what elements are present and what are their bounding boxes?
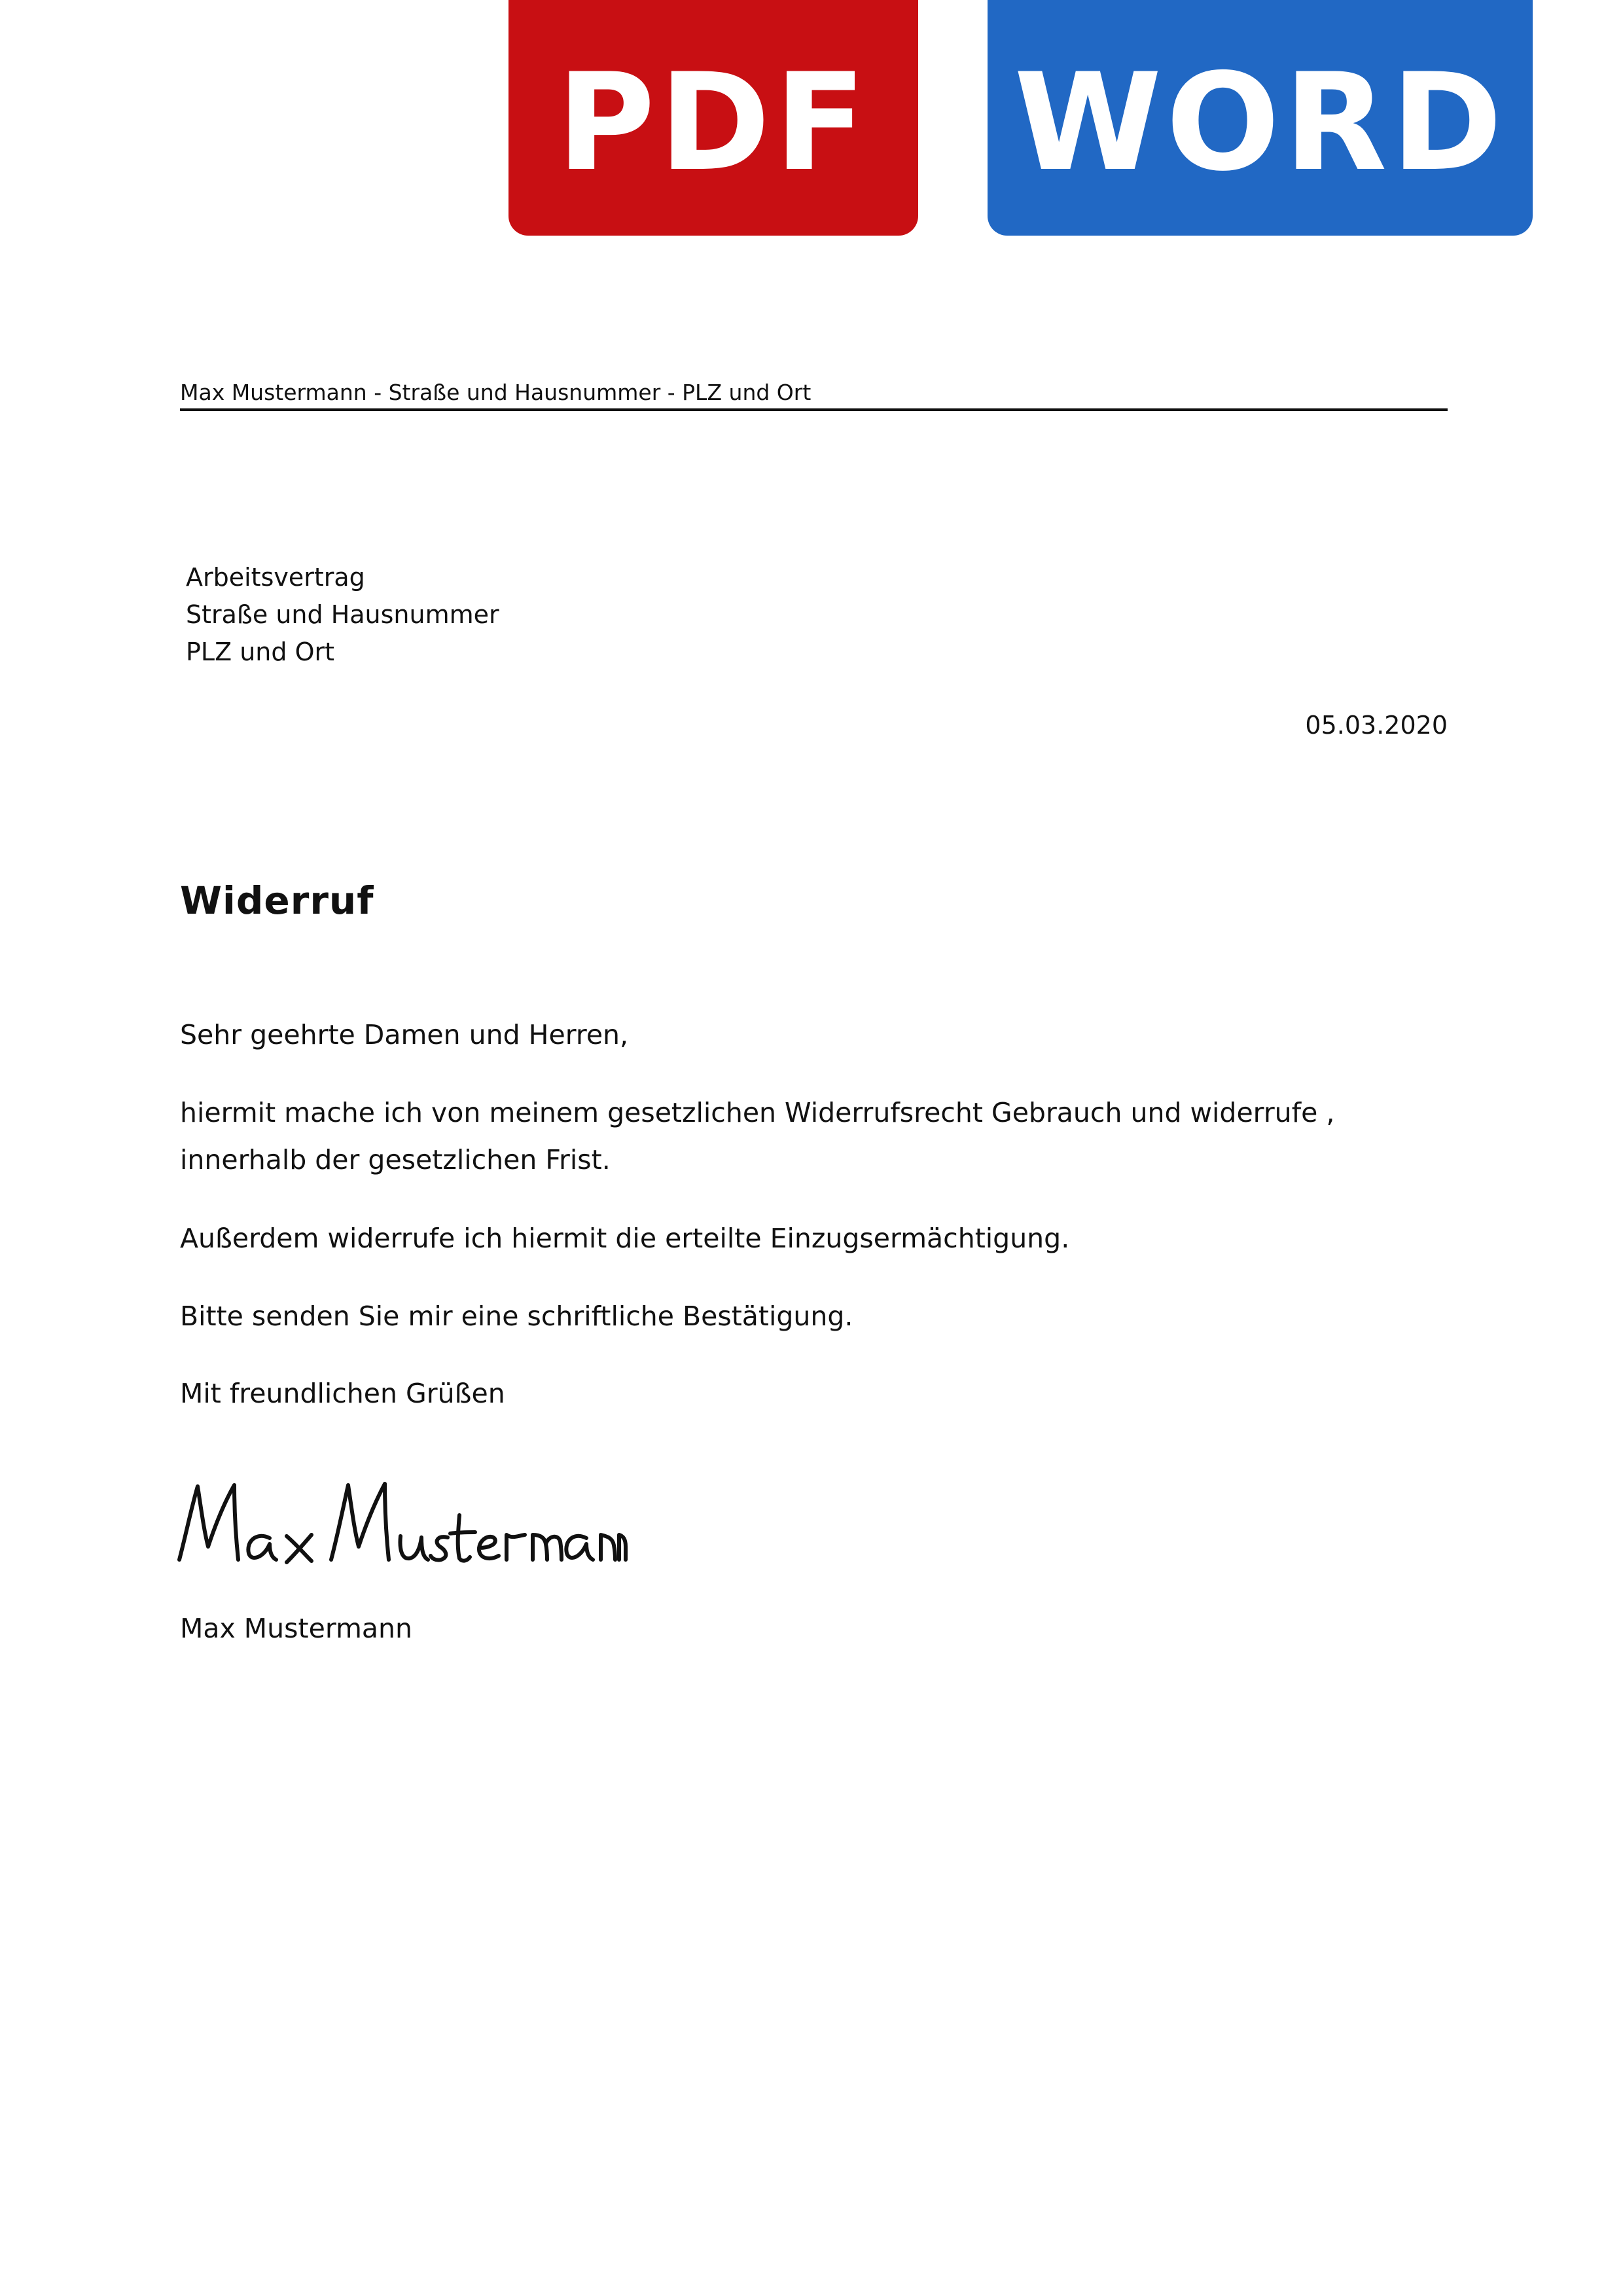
body-paragraph-main: hiermit mache ich von meinem gesetzlichen Widerrufsrecht Gebrauch und widerrufe , innerhalb der gesetzlichen Frist. — [180, 1097, 1335, 1175]
sender-divider — [180, 408, 1448, 411]
recipient-address — [186, 559, 499, 671]
word-download-button[interactable] — [988, 0, 1533, 236]
recipient-street: Straße und Hausnummer — [186, 600, 499, 629]
salutation: Sehr geehrte Damen und Herren, — [180, 1019, 629, 1050]
signer-name: Max Mustermann — [180, 1613, 412, 1644]
sender-address-line: Max Mustermann - Straße und Hausnummer - PLZ und Ort — [180, 380, 812, 405]
recipient-city: PLZ und Ort — [186, 637, 334, 666]
letter-date: 05.03.2020 — [1305, 711, 1448, 740]
letter-subject: Widerruf — [180, 878, 374, 923]
pdf-download-button[interactable] — [508, 0, 918, 236]
body-paragraph-confirmation: Bitte senden Sie mir eine schriftliche Bestätigung. — [180, 1300, 853, 1332]
recipient-name: Arbeitsvertrag — [186, 563, 365, 592]
handwritten-signature — [171, 1476, 630, 1574]
closing-phrase: Mit freundlichen Grüßen — [180, 1378, 505, 1409]
pdf-button-label: PDF — [556, 45, 870, 201]
word-button-label: WORD — [1014, 45, 1507, 201]
body-paragraph-mandate: Außerdem widerrufe ich hiermit die erteilte Einzugsermächtigung. — [180, 1223, 1070, 1254]
